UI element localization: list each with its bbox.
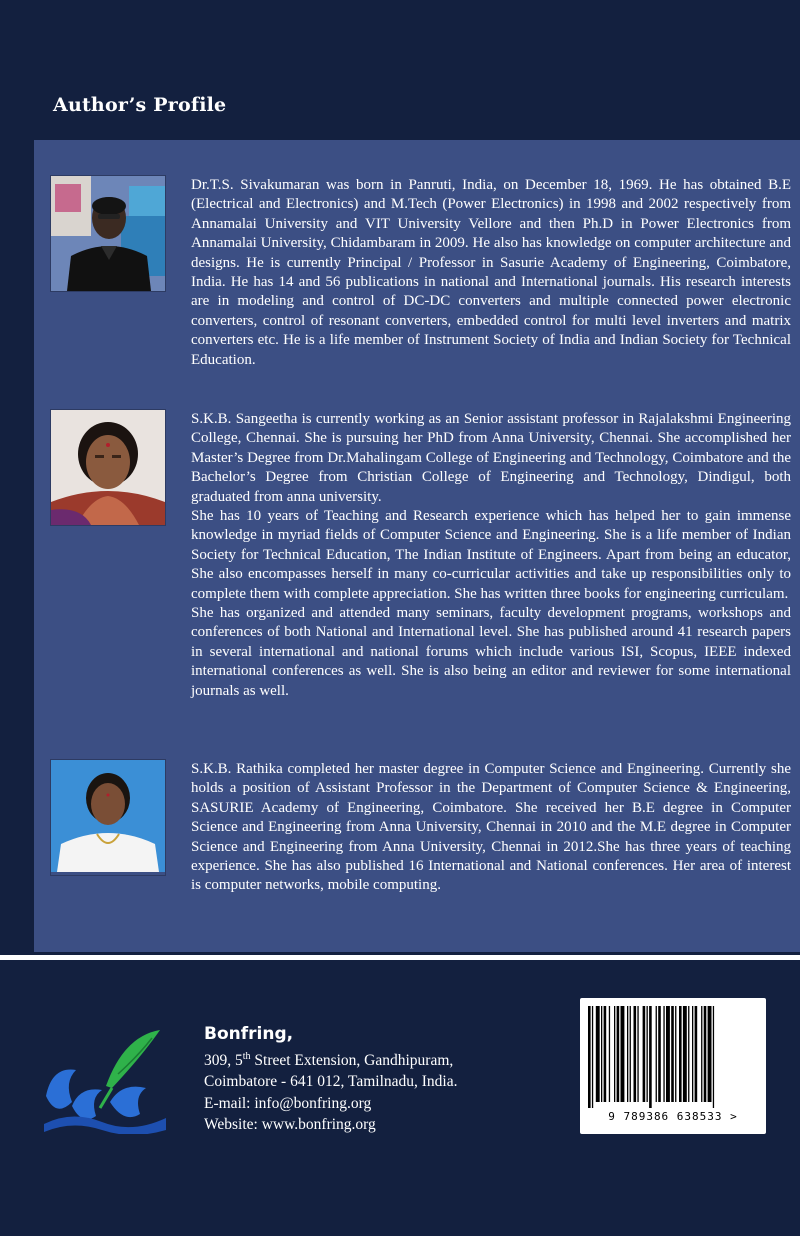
- barcode-bar: [675, 1006, 676, 1102]
- barcode-bar: [604, 1006, 607, 1102]
- page-title: Author’s Profile: [53, 94, 227, 116]
- barcode-bar: [627, 1006, 628, 1102]
- barcode-bar: [614, 1006, 615, 1102]
- barcode-bar: [596, 1006, 600, 1102]
- barcode-bar: [637, 1006, 638, 1102]
- barcode-bar: [649, 1006, 652, 1108]
- barcode-bar: [688, 1006, 689, 1102]
- isbn-barcode: [580, 998, 766, 1134]
- barcode-bar: [701, 1006, 702, 1102]
- barcode-bar: [643, 1006, 646, 1102]
- author-portrait-man-icon: [51, 176, 165, 291]
- barcode-bar: [592, 1006, 593, 1108]
- publisher-address: [204, 1022, 457, 1135]
- barcode-bar: [588, 1006, 591, 1108]
- barcode-bar: [634, 1006, 637, 1102]
- barcode-bar: [656, 1006, 657, 1102]
- publisher-name: Bonfring,: [204, 1024, 294, 1044]
- bio-paragraph: Dr.T.S. Sivakumaran was born in Panruti, India, on December 18, 1969. He has obtained B.E (Electrical and Electronics) and M.Tech (Power Electronics) in 1998 and 2002 respectively from Annamalai University and VIT University Vellore and then Ph.D in Power Electronics from Annamalai University, Chidambaram in 2009. He also has knowledge on computer architecture and designs. He is currently Principal / Professor in Sasurie Academy of Engineering, Coimbatore, India. He has 14 and 56 publications in national and International journals. His research interests are in modeling and control of DC-DC converters and multiple connected power electronic converters, control of resonant converters, embedded control for multi level inverters and matrix converters etc. He is a life member of Instrument Society of India and Indian Society for Technical Education.: [191, 177, 791, 368]
- author-portrait-woman-icon: [51, 760, 165, 872]
- publisher-email: E-mail: info@bonfring.org: [204, 1094, 372, 1112]
- barcode-bar: [695, 1006, 698, 1102]
- barcode-bar: [609, 1006, 610, 1102]
- isbn-digits: 9 789386 638533 >: [608, 1110, 738, 1123]
- barcode-bar: [647, 1006, 648, 1102]
- section-divider: [0, 955, 800, 960]
- barcode-bar: [671, 1006, 674, 1102]
- barcode-bar: [601, 1006, 602, 1102]
- barcode-bar: [658, 1006, 661, 1102]
- author-profiles-panel: [34, 140, 800, 952]
- bio-paragraph: S.K.B. Sangeetha is currently working as an Senior assistant professor in Rajalakshmi Engineering College, Chennai. She is pursuing her PhD from Anna University, Chennai. She accomplished her Master’s Degree from Dr.Mahalingam College of Engineering and Technology, Coimbatore and the Bachelor’s Degree from Christian College of Engineering and Technology, Dindigul, both graduated from anna university.: [191, 411, 791, 505]
- author-photo-1: [51, 176, 165, 291]
- barcode-bar: [630, 1006, 631, 1102]
- barcode-bar: [708, 1006, 712, 1102]
- barcode-bar: [621, 1006, 625, 1102]
- address-line-city: Coimbatore - 641 012, Tamilnadu, India.: [204, 1073, 458, 1091]
- author-bio-3: [191, 760, 791, 896]
- publisher-website: Website: www.bonfring.org: [204, 1115, 376, 1133]
- bio-paragraph: S.K.B. Rathika completed her master degree in Computer Science and Engineering. Currently she holds a position of Assistant Professor in the Department of Computer Science & Engineering, SASURIE Academy of Engineering, Coimbatore. She received her B.E degree in Computer Science and Engineering from Anna University, Chennai in 2010 and the M.E degree in Computer Science and Engineering from Anna University, Chennai in 2012.She has three years of teaching experience. She has also published 16 International and National conferences. Her area of interest is computer networks, mobile computing.: [191, 761, 791, 894]
- barcode-icon: [586, 1006, 760, 1108]
- author-bio-1: [191, 176, 791, 370]
- address-line-street: 309, 5th Street Extension, Gandhipuram,: [204, 1051, 454, 1070]
- bio-paragraph: She has 10 years of Teaching and Research experience which has helped her to gain immense knowledge in myriad fields of Computer Science and Engineering. She is a life member of Indian Society for Technical Education, The Indian Institute of Engineers. Apart from being an educator, She also encompasses herself in many co-curricular activities and take up responsibilities only to complete them with complete appreciation. She has written three books for engineering curriculam.: [191, 508, 791, 602]
- barcode-bar: [663, 1006, 664, 1102]
- barcode-bar: [683, 1006, 687, 1102]
- barcode-bar: [692, 1006, 693, 1102]
- author-photo-3: [51, 760, 165, 875]
- bio-paragraph: She has organized and attended many seminars, faculty development programs, workshops and conferences of both National and International level. She has published around 41 research papers in several international and national forums which include various ISI, Scopus, IEEE indexed international conferences as well. She is also being an editor and reviewer for some international journals as well.: [191, 605, 791, 699]
- barcode-bar: [679, 1006, 682, 1102]
- barcode-bar: [666, 1006, 670, 1102]
- barcode-bar: [713, 1006, 714, 1108]
- author-bio-2: [191, 410, 791, 701]
- author-photo-2: [51, 410, 165, 525]
- quill-wave-logo-icon: [42, 1026, 168, 1134]
- barcode-bar: [617, 1006, 620, 1102]
- barcode-bar: [704, 1006, 707, 1102]
- author-portrait-woman-icon: [51, 410, 165, 525]
